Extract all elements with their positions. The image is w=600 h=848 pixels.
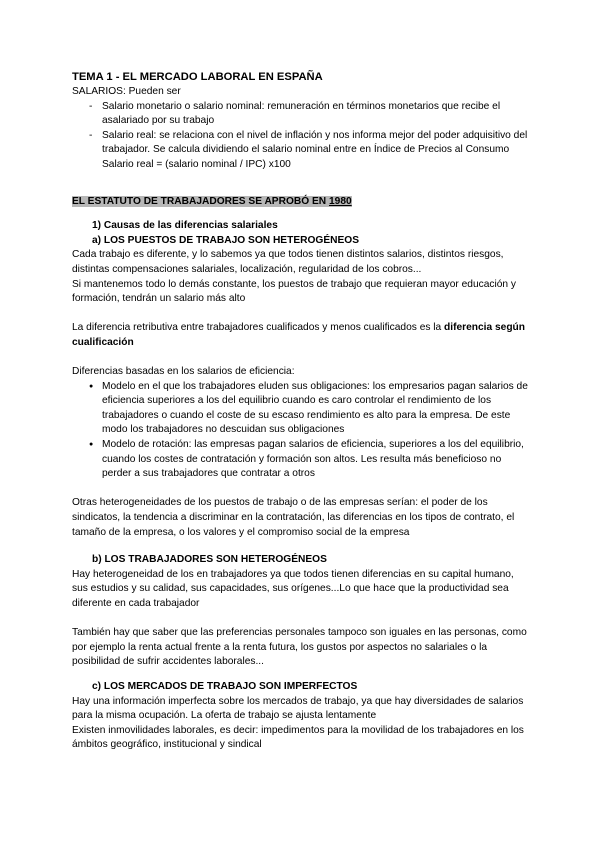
highlighted-text: EL ESTATUTO DE TRABAJADORES SE APROBÓ EN 1980 (72, 195, 352, 207)
section-a-paragraph-3: La diferencia retributiva entre trabajadores cualificados y menos cualificados es la diferencia según cualificación (72, 322, 526, 348)
section-c-heading: c) LOS MERCADOS DE TRABAJO SON IMPERFECTOS (92, 680, 358, 692)
section-a-paragraph-1: Cada trabajo es diferente, y lo sabemos ya que todos tienen distintos salarios, distintos riesgos, distintas compensaciones salariales, localización, regularidad de los cobros... (72, 249, 504, 275)
efficiency-list (72, 380, 532, 482)
page-title: TEMA 1 - EL MERCADO LABORAL EN ESPAÑA (72, 71, 323, 83)
section-b-paragraph-2: También hay que saber que las preferencias personales tampoco son iguales en las personas, como por ejemplo la renta actual frente a la renta futura, los gustos por aspectos no salariales o la posibilidad de sufrir accidentes laborales... (72, 627, 527, 668)
document-page (72, 70, 532, 753)
list-item (72, 129, 532, 173)
section-a-paragraph-4: Otras heterogeneidades de los puestos de trabajo o de las empresas serían: el poder de los sindicatos, la tendencia a discriminar en la contratación, las diferencias en los tipos de contrato, el tamaño de la empresa, o los valores y el compromiso social de la empresa (72, 497, 515, 538)
list-item: - Salario monetario o salario nominal: remuneración en términos monetarios que recibe el asalariado por su trabajo (72, 100, 532, 129)
list-item: ● Modelo en el que los trabajadores eluden sus obligaciones: los empresarios pagan salarios de eficiencia superiores a los del equilibrio cuando es caro controlar el rendimiento de los trabajadores o cuando el coste de su escaso rendimiento es alto para la empresa. De este modo los trabajadores no descuidan sus obligaciones (72, 380, 532, 438)
section-b-heading: b) LOS TRABAJADORES SON HETEROGÉNEOS (92, 554, 327, 566)
salary-types-list (72, 100, 532, 173)
section-a-paragraph-2: Si mantenemos todo lo demás constante, los puestos de trabajo que requieran mayor educación y formación, tendrán un salario más alto (72, 278, 516, 305)
salary-formula: Salario real = (salario nominal / IPC) x100 (102, 158, 291, 170)
bold-term: diferencia según cualificación (72, 322, 526, 348)
efficiency-intro: Diferencias basadas en los salarios de eficiencia: (72, 366, 295, 378)
salario-real-text: Salario real: se relaciona con el nivel de inflación y nos informa mejor del poder adquisitivo del trabajador. Se calcula dividiendo el salario nominal entre en Índice de Precios al Consumo (102, 129, 528, 156)
section-c-paragraph-2: Existen inmovilidades laborales, es decir: impedimentos para la movilidad de los trabajadores en los ámbitos geográfico, institucional y sindical (72, 724, 524, 751)
section-a-heading: a) LOS PUESTOS DE TRABAJO SON HETEROGÉNEOS (92, 234, 359, 246)
estatuto-note (72, 195, 532, 210)
salarios-intro: SALARIOS: Pueden ser (72, 86, 181, 97)
section-b-paragraph-1: Hay heterogeneidad de los en trabajadores ya que todos tienen diferencias en su capital humano, sus estudios y su calidad, sus capacidades, sus orígenes...Lo que hace que la productividad sea diferente en cada trabajador (72, 568, 514, 609)
list-item: ● Modelo de rotación: las empresas pagan salarios de eficiencia, superiores a los del equilibrio, cuando los costes de contratación y formación son altos. Les resulta más beneficioso no perder a sus trabajadores que contratar a otros (72, 438, 532, 482)
section-c-paragraph-1: Hay una información imperfecta sobre los mercados de trabajo, ya que hay diversidades de salarios para la misma ocupación. La oferta de trabajo se ajusta lentamente (72, 695, 524, 722)
causes-heading: 1) Causas de las diferencias salariales (92, 220, 278, 232)
year-link: 1980 (328, 195, 352, 207)
